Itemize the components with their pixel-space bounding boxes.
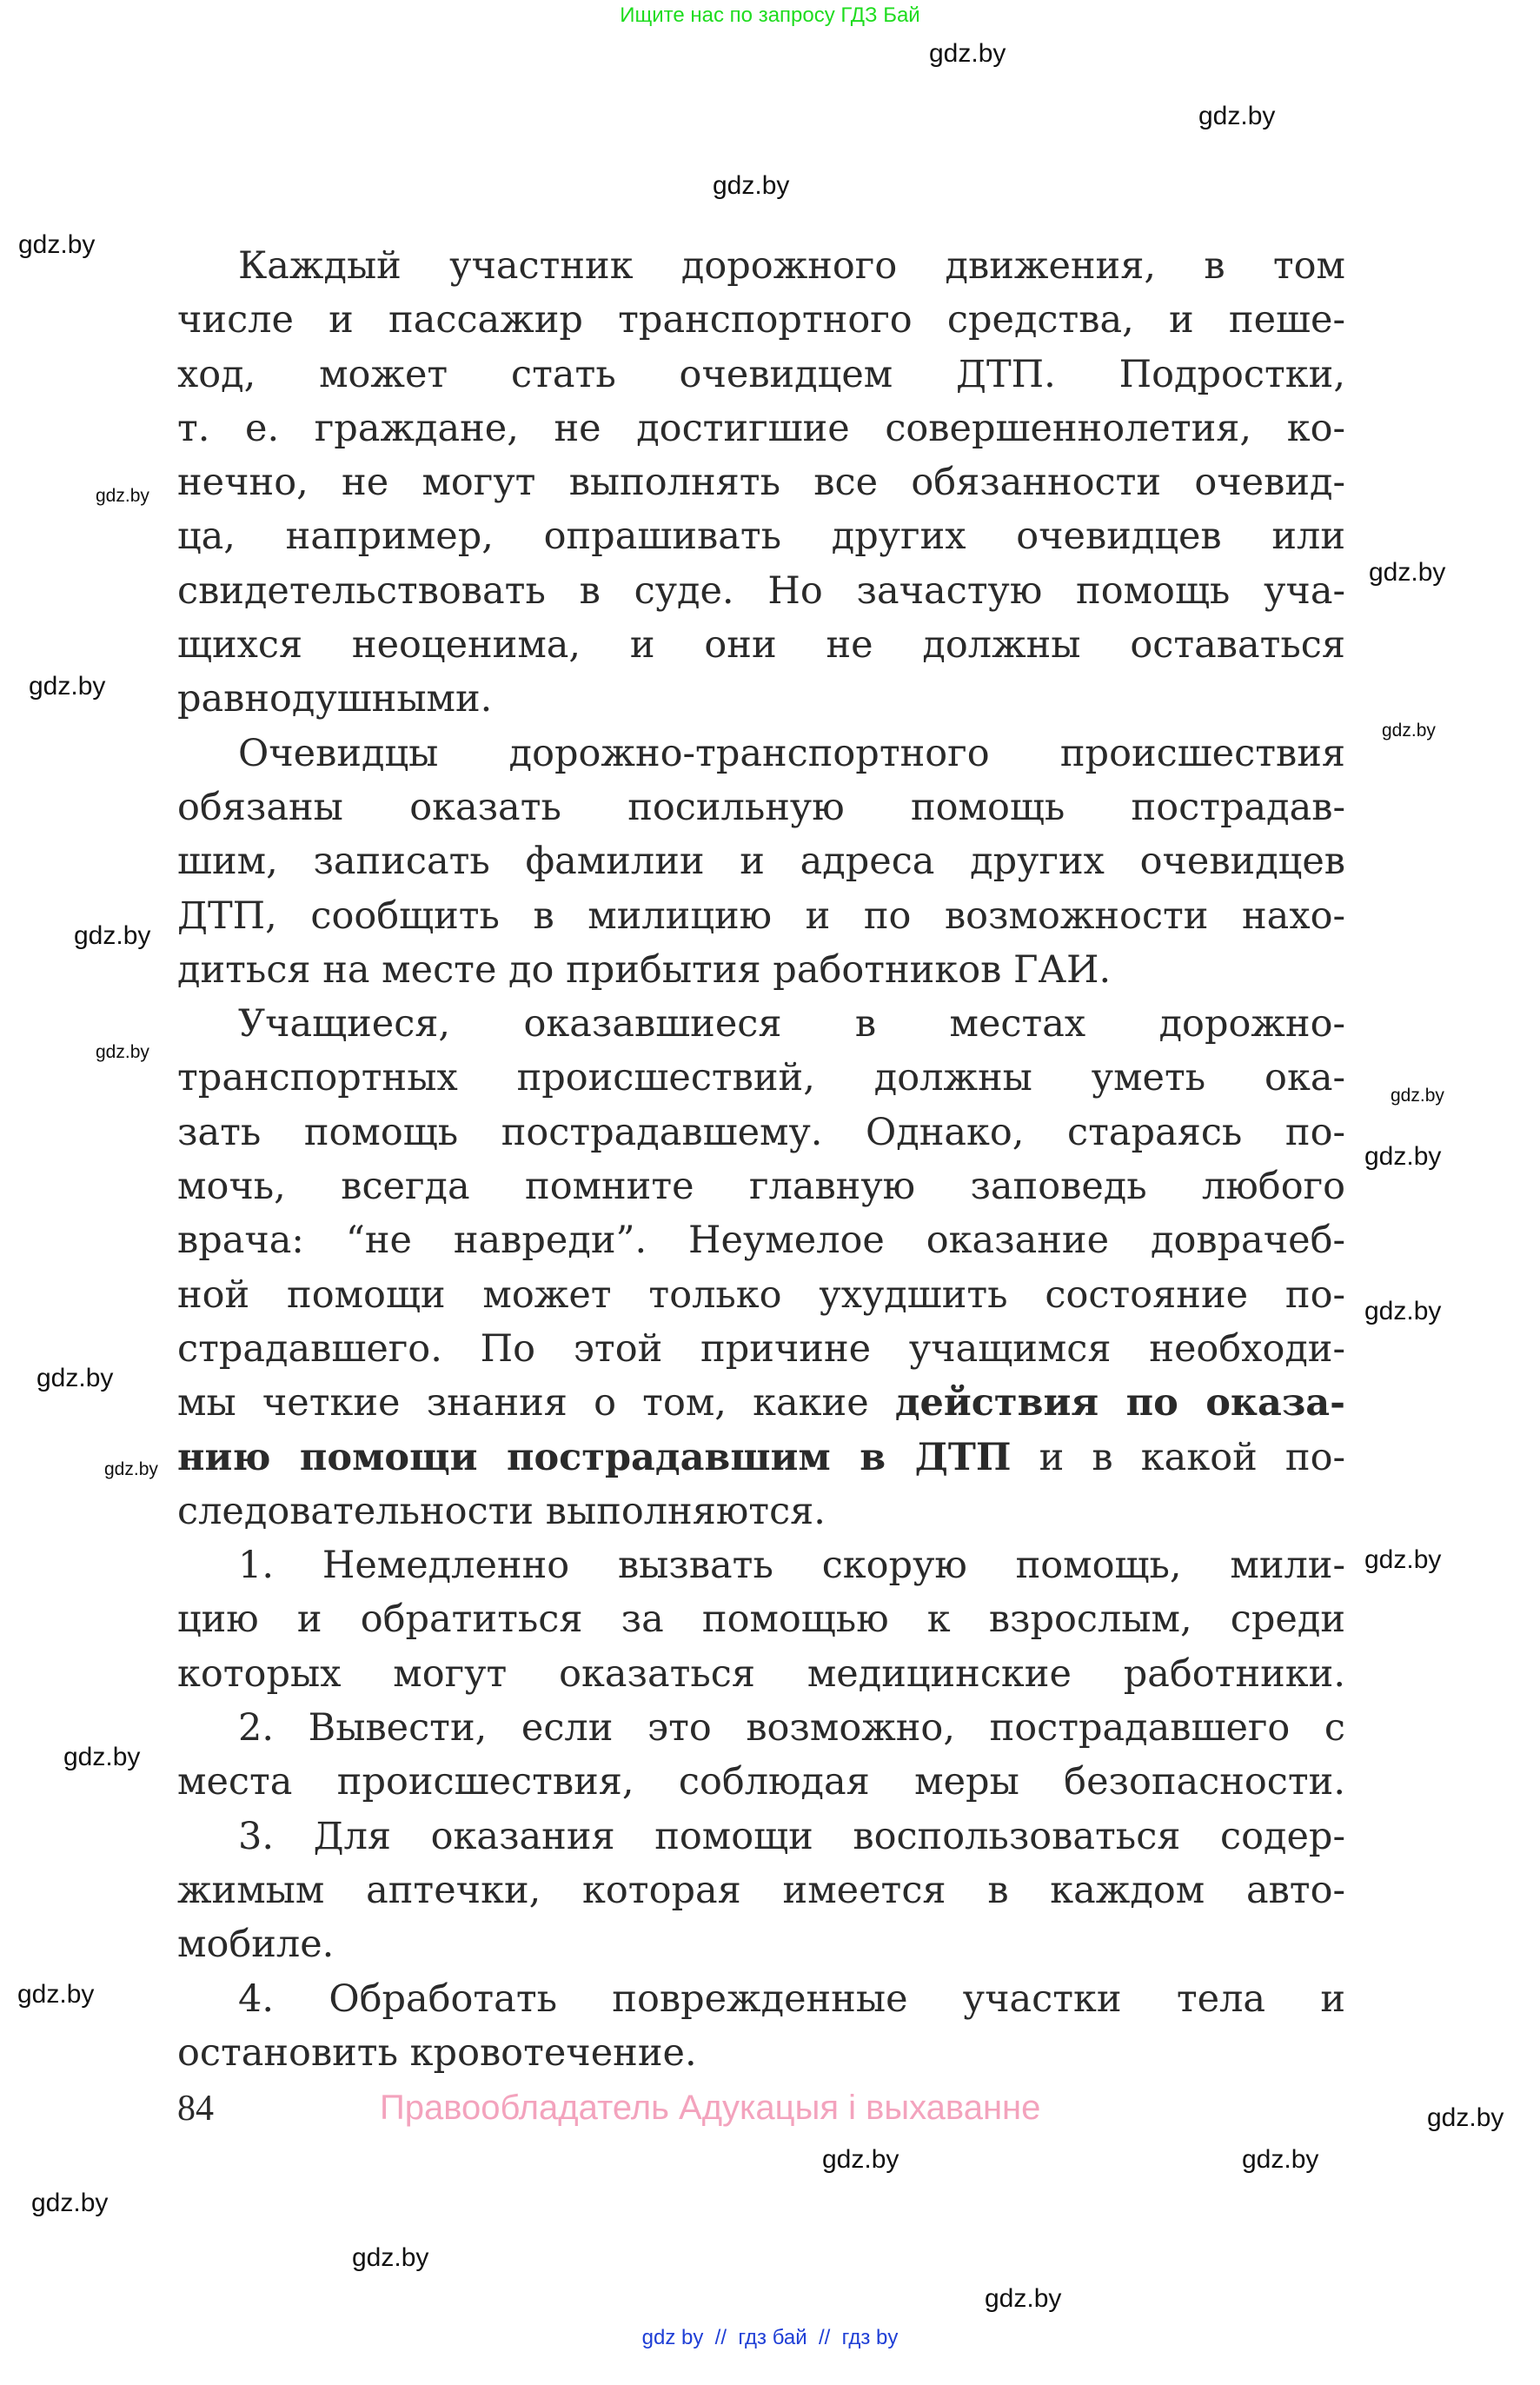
text-line [177, 348, 1345, 402]
text-run: т. е. граждане, не достигшие совершеннолетия, ко- [177, 406, 1345, 450]
text-run: нечно, не могут выполнять все обязанности очевид- [177, 461, 1345, 505]
text-run: мобиле. [177, 1923, 335, 1967]
text-line [177, 1917, 1345, 1971]
text-line [177, 1322, 1345, 1376]
text-line [177, 1159, 1345, 1213]
text-line [177, 402, 1345, 455]
watermark: gdz.by [1242, 2145, 1319, 2174]
text-run: обязаны оказать посильную помощь пострадав- [177, 785, 1345, 829]
watermark: gdz.by [63, 1743, 141, 1771]
text-run: остановить кровотечение. [177, 2030, 697, 2075]
watermark: gdz.by [822, 2145, 899, 2174]
text-line [177, 509, 1345, 563]
text-line [177, 1213, 1345, 1267]
text-run: мочь, всегда помните главную заповедь любого [177, 1165, 1345, 1209]
watermark: gdz.by [352, 2243, 429, 2272]
text-line [177, 1972, 1345, 2026]
text-line [177, 1647, 1345, 1701]
top-banner: Ищите нас по запросу ГДЗ Бай [620, 3, 920, 27]
text-run: ной помощи может только ухудшить состояние по- [177, 1272, 1345, 1317]
text-run: и в какой по- [1011, 1435, 1345, 1479]
text-line [177, 727, 1345, 781]
text-line [177, 293, 1345, 347]
text-run: ДТП, сообщить в милицию и по возможности нахо- [177, 894, 1345, 938]
text-line [177, 1538, 1345, 1592]
text-line [177, 239, 1345, 293]
text-line [177, 889, 1345, 943]
watermark: gdz.by [17, 1980, 95, 2009]
watermark: gdz.by [985, 2284, 1062, 2313]
watermark: gdz.by [1382, 721, 1436, 741]
text-run: Каждый участник дорожного движения, в том [238, 244, 1345, 288]
watermark: gdz.by [96, 1042, 149, 1062]
text-line [177, 1755, 1345, 1809]
watermark: gdz.by [29, 672, 106, 701]
text-line [177, 564, 1345, 618]
text-run: 4. Обработать поврежденные участки тела и [238, 1976, 1345, 2021]
text-run: цию и обратиться за помощью к взрослым, среди [177, 1598, 1345, 1642]
watermark: gdz.by [1427, 2103, 1504, 2132]
text-run: 1. Немедленно вызвать скорую помощь, мили- [238, 1544, 1345, 1588]
watermark: gdz.by [104, 1459, 158, 1479]
watermark: gdz.by [31, 2189, 109, 2217]
text-run: 2. Вывести, если это возможно, пострадавшего с [238, 1706, 1345, 1751]
text-run: врача: “не навреди”. Неумелое оказание доврачеб- [177, 1219, 1345, 1263]
text-line [177, 1268, 1345, 1322]
watermark: gdz.by [1364, 1297, 1442, 1325]
text-run: диться на месте до прибытия работников ГАИ. [177, 947, 1112, 992]
text-run: 3. Для оказания помощи воспользоваться содер- [238, 1814, 1345, 1858]
watermark: gdz.by [1391, 1086, 1444, 1106]
text-run: числе и пассажир транспортного средства, и пеше- [177, 298, 1345, 342]
text-run: шим, записать фамилии и адреса других очевидцев [177, 840, 1345, 884]
text-run: свидетельствовать в суде. Но зачастую помощь уча- [177, 568, 1345, 613]
text-line [177, 1701, 1345, 1755]
text-run: мы четкие знания о том, какие [177, 1381, 895, 1425]
text-run: щихся неоценима, и они не должны оставаться [177, 623, 1345, 668]
text-run: зать помощь пострадавшему. Однако, стараясь по- [177, 1110, 1345, 1154]
text-line [177, 1863, 1345, 1917]
text-run: равнодушными. [177, 677, 493, 721]
body-text [177, 239, 1345, 2080]
text-line [177, 1810, 1345, 1863]
bold-text: нию помощи пострадавшим в ДТП [177, 1435, 1012, 1479]
text-line [177, 1485, 1345, 1538]
watermark: gdz.by [37, 1364, 114, 1392]
watermark: gdz.by [18, 230, 96, 259]
text-line [177, 672, 1345, 726]
bottom-banner: gdz by // гдз бай // гдз by [641, 2326, 899, 2349]
watermark: gdz.by [1198, 102, 1276, 130]
watermark: gdz.by [1364, 1545, 1442, 1574]
text-run: Учащиеся, оказавшиеся в местах дорожно- [238, 1002, 1345, 1046]
text-run: которых могут оказаться медицинские работники. [177, 1651, 1345, 1696]
text-line [177, 1376, 1345, 1430]
text-line [177, 943, 1345, 997]
text-line [177, 618, 1345, 672]
text-run: места происшествия, соблюдая меры безопасности. [177, 1760, 1345, 1804]
watermark: gdz.by [74, 921, 151, 950]
copyright-notice: Правообладатель Адукацыя і выхаванне [380, 2089, 1041, 2127]
text-line [177, 2026, 1345, 2080]
text-line [177, 781, 1345, 834]
bold-text: действия по оказа- [894, 1381, 1345, 1425]
page-number: 84 [177, 2089, 214, 2129]
watermark: gdz.by [1364, 1142, 1442, 1171]
text-line [177, 1106, 1345, 1159]
watermark: gdz.by [96, 486, 149, 506]
text-run: страдавшего. По этой причине учащимся необходи- [177, 1326, 1345, 1371]
text-line [177, 1592, 1345, 1646]
text-line [177, 1431, 1345, 1485]
text-line [177, 1051, 1345, 1105]
text-run: транспортных происшествий, должны уметь ока- [177, 1056, 1345, 1100]
watermark: gdz.by [929, 39, 1006, 68]
text-line [177, 997, 1345, 1051]
text-run: ход, может стать очевидцем ДТП. Подростки, [177, 352, 1345, 396]
text-line [177, 834, 1345, 888]
watermark: gdz.by [1369, 558, 1446, 587]
text-run: ца, например, опрашивать других очевидцев или [177, 515, 1345, 559]
watermark: gdz.by [713, 171, 790, 200]
text-run: жимым аптечки, которая имеется в каждом авто- [177, 1868, 1345, 1912]
text-run: следовательности выполняются. [177, 1489, 826, 1533]
text-line [177, 455, 1345, 509]
text-run: Очевидцы дорожно-транспортного происшествия [238, 731, 1345, 775]
